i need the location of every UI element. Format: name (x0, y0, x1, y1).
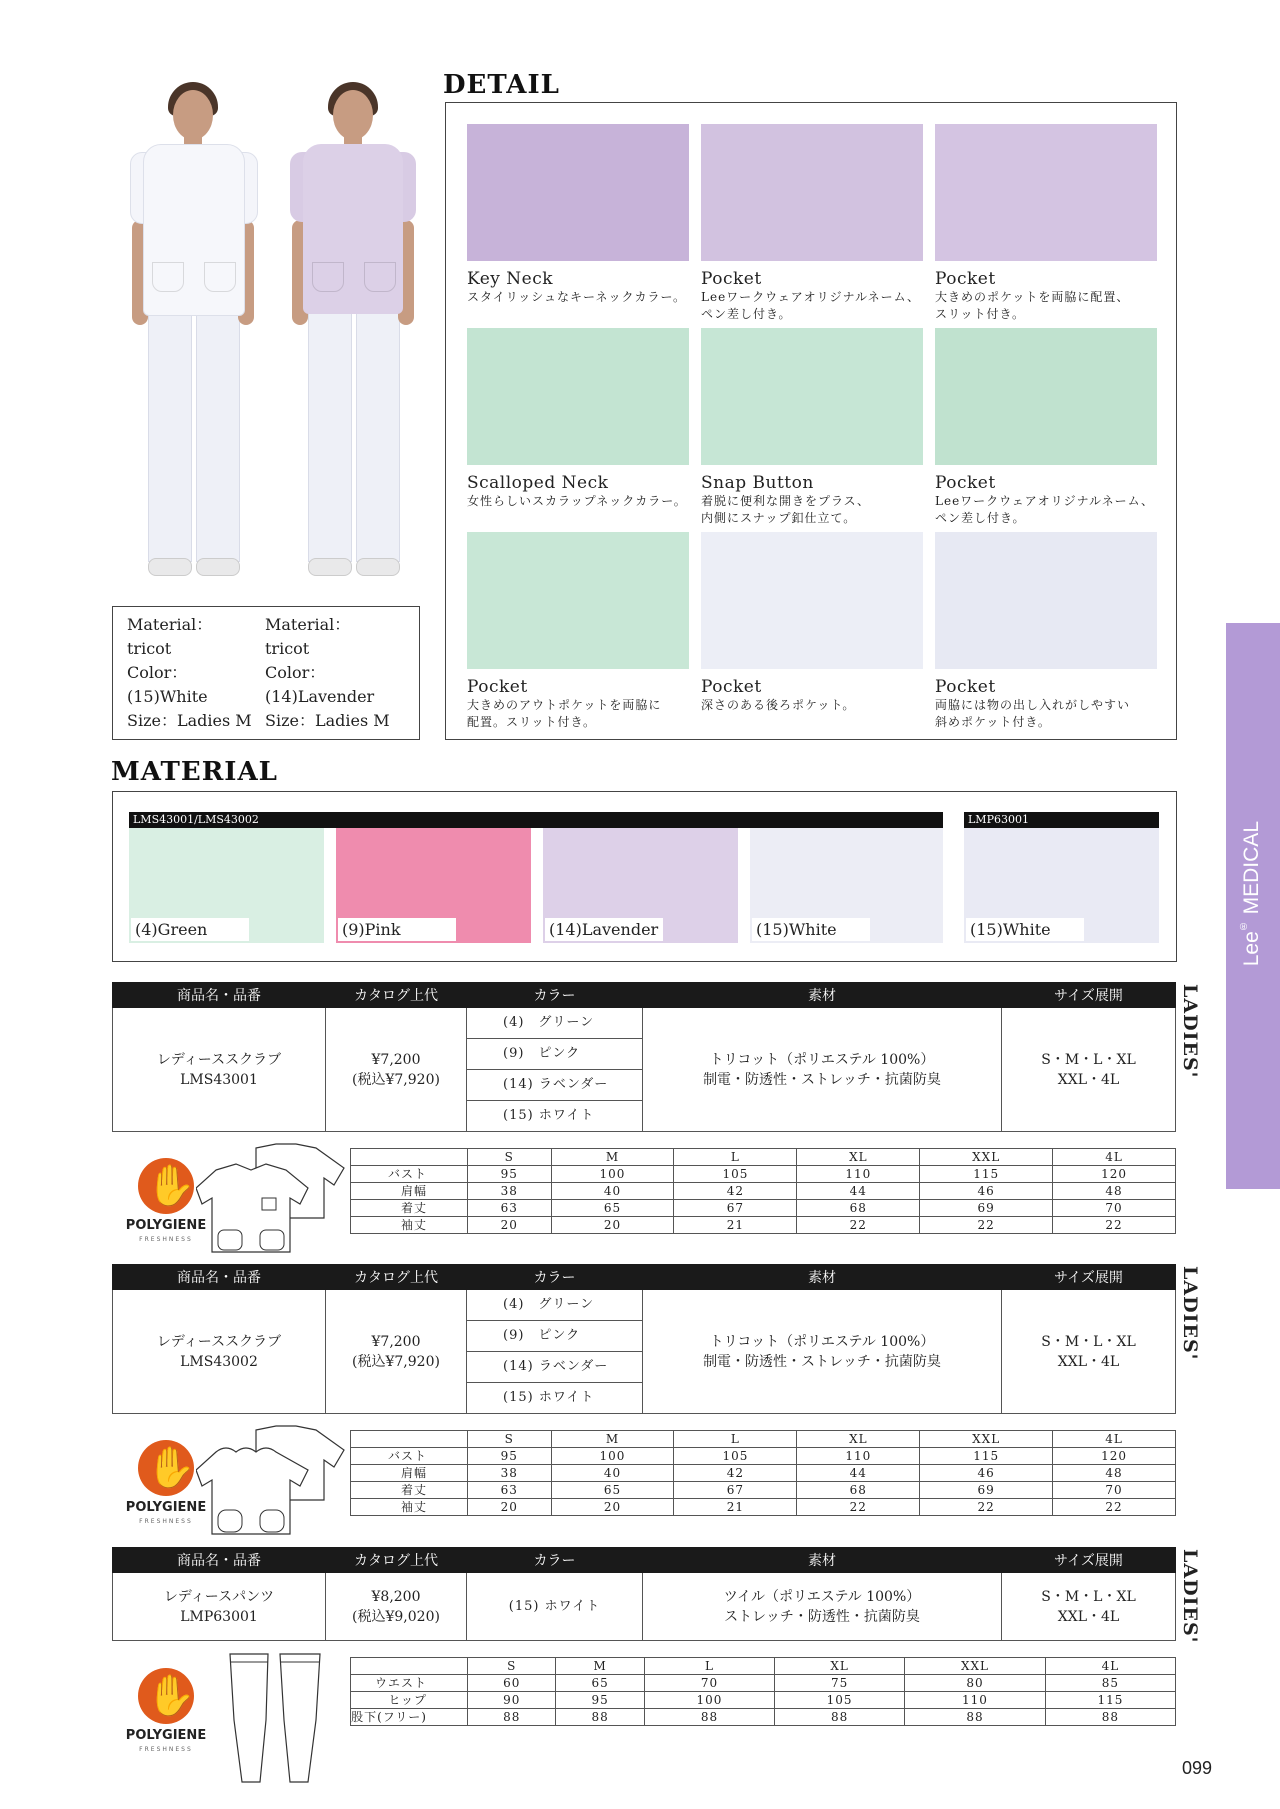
hand-icon: ✋ (146, 1163, 196, 1209)
product-price: ¥7,200 (税込¥7,920) (326, 1290, 467, 1414)
model-info-box (112, 606, 420, 740)
hand-icon: ✋ (146, 1445, 196, 1491)
product-sizes: S・M・L・XL XXL・4L (1002, 1290, 1176, 1414)
color-option: (15) ホワイト (467, 1573, 643, 1641)
model-lavender (278, 82, 428, 582)
product-price: ¥7,200 (税込¥7,920) (326, 1008, 467, 1132)
detail-pocket-3: Pocket Leeワークウェアオリジナルネーム、 ペン差し付き。 (935, 328, 1157, 527)
detail-key-neck: Key Neck スタイリッシュなキーネックカラー。 (467, 124, 689, 306)
detail-pocket-2: Pocket 大きめのポケットを両脇に配置、 スリット付き。 (935, 124, 1157, 323)
product-material: トリコット（ポリエステル 100%） 制電・防透性・ストレッチ・抗菌防臭 (643, 1290, 1002, 1414)
material-box (112, 791, 1177, 962)
detail-photo (701, 328, 923, 465)
swatch-lavender: (14)Lavender (543, 828, 738, 943)
product-name: レディーススクラブ LMS43002 (113, 1290, 326, 1414)
color-option: (15) ホワイト (467, 1383, 643, 1414)
brand-tab-label: Lee® MEDICAL (1238, 821, 1263, 967)
detail-box (445, 102, 1177, 740)
detail-snap-button: Snap Button 着脱に便利な開きをプラス、 内側にスナップ釦仕立て。 (701, 328, 923, 527)
product-material: ツイル（ポリエステル 100%） ストレッチ・防透性・抗菌防臭 (643, 1573, 1002, 1641)
model-info-right: Material： tricot Color： (14)Lavender Size：Ladies M (265, 615, 390, 730)
ladies-label: LADIES' (1179, 1549, 1201, 1644)
color-option: (15) ホワイト (467, 1101, 643, 1132)
detail-photo (467, 532, 689, 669)
detail-photo (467, 124, 689, 261)
swatch-white: (15)White (750, 828, 943, 943)
product-material: トリコット（ポリエステル 100%） 制電・防透性・ストレッチ・抗菌防臭 (643, 1008, 1002, 1132)
swatch-white-pants: (15)White (964, 828, 1159, 943)
size-table-lmp63001: S M L XL XXL 4L ウエスト 60 65 70 75 80 85 ヒップ 90 95 100 105 110 115 股下(フリー) 88 88 88 88 88 88 (350, 1657, 1176, 1726)
detail-photo (701, 532, 923, 669)
pants-flat-drawing (220, 1650, 330, 1785)
detail-photo (701, 124, 923, 261)
hand-icon: ✋ (146, 1673, 196, 1719)
product-name: レディースパンツ LMP63001 (113, 1573, 326, 1641)
model-white (118, 82, 268, 582)
color-option: (9) ピンク (467, 1039, 643, 1070)
detail-scalloped-neck: Scalloped Neck 女性らしいスカラップネックカラー。 (467, 328, 689, 510)
model-info-left: Material： tricot Color： (15)White Size：Ladies M (127, 615, 252, 730)
detail-photo (935, 532, 1157, 669)
brand-side-tab (1226, 623, 1280, 1189)
color-option: (9) ピンク (467, 1321, 643, 1352)
detail-photo (935, 328, 1157, 465)
material-heading: MATERIAL (111, 757, 278, 787)
polygiene-logo: ✋ POLYGIENE FRESHNESS (118, 1668, 214, 1768)
color-option: (14) ラベンダー (467, 1352, 643, 1383)
detail-photo (467, 328, 689, 465)
scrub-flat-drawing (196, 1422, 346, 1537)
swatch-pink: (9)Pink (336, 828, 531, 943)
detail-heading: DETAIL (443, 70, 560, 100)
polygiene-logo: ✋ POLYGIENE FRESHNESS (118, 1158, 214, 1258)
detail-pocket-5: Pocket 深さのある後ろポケット。 (701, 532, 923, 714)
detail-pocket-4: Pocket 大きめのアウトポケットを両脇に 配置。スリット付き。 (467, 532, 689, 731)
product-name: レディーススクラブ LMS43001 (113, 1008, 326, 1132)
swatch-green: (4)Green (129, 828, 324, 943)
detail-pocket-1: Pocket Leeワークウェアオリジナルネーム、 ペン差し付き。 (701, 124, 923, 323)
product-sizes: S・M・L・XL XXL・4L (1002, 1008, 1176, 1132)
color-option: (14) ラベンダー (467, 1070, 643, 1101)
size-table-lms43001: S M L XL XXL 4L バスト 95 100 105 110 115 120 肩幅 38 40 42 44 46 48 着丈 63 65 67 68 69 70 袖丈 20 20 21 22 22 22 (350, 1148, 1176, 1234)
size-table-lms43002: S M L XL XXL 4L バスト 95 100 105 110 115 120 肩幅 38 40 42 44 46 48 着丈 63 65 67 68 69 70 袖丈 20 20 21 22 22 22 (350, 1430, 1176, 1516)
product-table-lms43002: 商品名・品番 カタログ上代 カラー 素材 サイズ展開 レディーススクラブ LMS43002 ¥7,200 (税込¥7,920) (4) グリーン トリコット（ポリエステル 100%） 制電・防透性・ストレッチ・抗菌防臭 S・M・L・XL XXL・4L (9) ピンク (14) ラベンダー (15) ホワイト (112, 1264, 1176, 1414)
material-group-label: LMP63001 (964, 812, 1159, 828)
detail-photo (935, 124, 1157, 261)
color-option: (4) グリーン (467, 1008, 643, 1039)
product-sizes: S・M・L・XL XXL・4L (1002, 1573, 1176, 1641)
product-table-lms43001: 商品名・品番 カタログ上代 カラー 素材 サイズ展開 レディーススクラブ LMS43001 ¥7,200 (税込¥7,920) (4) グリーン トリコット（ポリエステル 100%） 制電・防透性・ストレッチ・抗菌防臭 S・M・L・XL XXL・4L (9) ピンク (14) ラベンダー (15) ホワイト (112, 982, 1176, 1132)
detail-pocket-6: Pocket 両脇には物の出し入れがしやすい 斜めポケット付き。 (935, 532, 1157, 731)
ladies-label: LADIES' (1179, 984, 1201, 1079)
page-number: 099 (1182, 1758, 1213, 1778)
product-price: ¥8,200 (税込¥9,020) (326, 1573, 467, 1641)
polygiene-logo: ✋ POLYGIENE FRESHNESS (118, 1440, 214, 1540)
color-option: (4) グリーン (467, 1290, 643, 1321)
product-table-lmp63001: 商品名・品番 カタログ上代 カラー 素材 サイズ展開 レディースパンツ LMP63001 ¥8,200 (税込¥9,020) (15) ホワイト ツイル（ポリエステル 100%） ストレッチ・防透性・抗菌防臭 S・M・L・XL XXL・4L (112, 1547, 1176, 1641)
scrub-flat-drawing (196, 1140, 346, 1255)
ladies-label: LADIES' (1179, 1266, 1201, 1361)
material-group-label: LMS43001/LMS43002 (129, 812, 943, 828)
